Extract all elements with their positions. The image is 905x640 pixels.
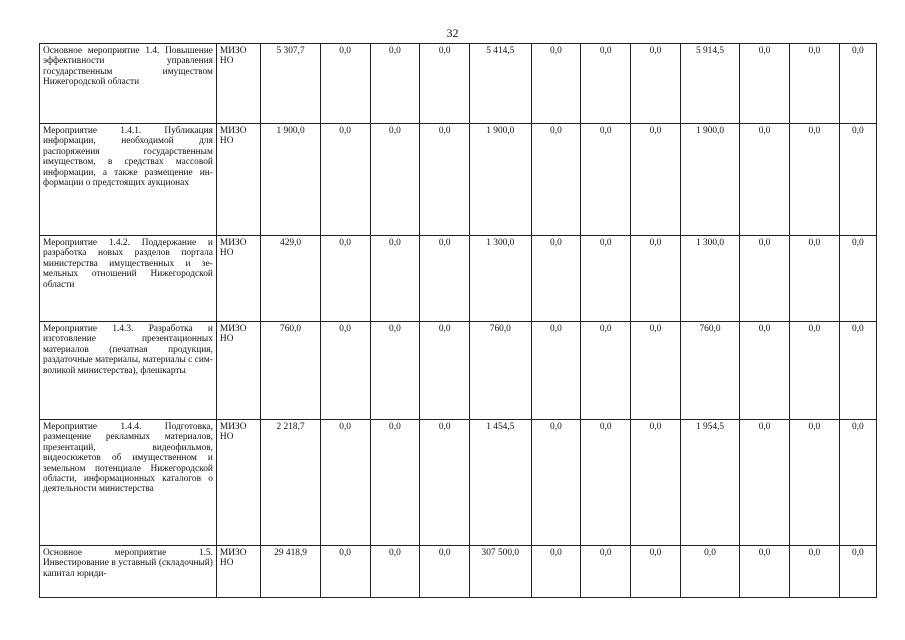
funding-value: 0,0 [531,44,581,124]
funding-value: 0,0 [581,420,631,546]
funding-value: 0,0 [531,322,581,420]
funding-value: 0,0 [420,44,470,124]
activity-description: Основное мероприятие 1.5. Инвестирование в уставный (складочный) капитал юриди- [40,546,217,598]
funding-value: 0,0 [740,546,790,598]
funding-value: 29 418,9 [261,546,320,598]
funding-value: 0,0 [839,236,876,322]
activity-description: Мероприятие 1.4.2. Поддержание и разработка новых разделов портала министерства имущественных и земельных отношений Нижегородской области [40,236,217,322]
funding-value: 1 300,0 [470,236,531,322]
funding-value: 0,0 [320,124,370,236]
funding-value: 0,0 [789,124,839,236]
funding-value: 0,0 [631,420,681,546]
funding-value: 0,0 [370,236,420,322]
responsible-executor: МИЗО НО [216,546,260,598]
funding-value: 1 900,0 [470,124,531,236]
funding-value: 0,0 [789,420,839,546]
funding-value: 0,0 [581,322,631,420]
funding-value: 0,0 [839,322,876,420]
funding-value: 0,0 [839,546,876,598]
funding-value: 760,0 [470,322,531,420]
activity-description: Мероприятие 1.4.1. Публикация информации, необходимой для распоряжения государственным имуществом, в средствах массовой информации, а также размещение информации о предстоящих аукционах [40,124,217,236]
funding-value: 0,0 [581,44,631,124]
funding-value: 0,0 [740,236,790,322]
funding-value: 0,0 [631,546,681,598]
funding-value: 0,0 [420,322,470,420]
funding-value: 5 307,7 [261,44,320,124]
funding-value: 0,0 [370,124,420,236]
table-row [40,322,877,420]
funding-value: 0,0 [320,420,370,546]
table-body [40,44,877,598]
table-row [40,420,877,546]
responsible-executor: МИЗО НО [216,420,260,546]
funding-value: 0,0 [531,124,581,236]
funding-value: 0,0 [631,44,681,124]
funding-value: 0,0 [320,236,370,322]
funding-value: 0,0 [420,546,470,598]
funding-value: 0,0 [740,322,790,420]
funding-value: 0,0 [420,236,470,322]
funding-value: 0,0 [531,420,581,546]
funding-value: 0,0 [839,420,876,546]
funding-value: 0,0 [370,44,420,124]
funding-value: 1 454,5 [470,420,531,546]
funding-value: 0,0 [370,322,420,420]
funding-value: 0,0 [420,124,470,236]
table-row [40,236,877,322]
funding-value: 1 954,5 [680,420,739,546]
funding-value: 0,0 [531,236,581,322]
funding-value: 0,0 [680,546,739,598]
funding-value: 0,0 [789,546,839,598]
funding-value: 0,0 [581,546,631,598]
responsible-executor: МИЗО НО [216,124,260,236]
program-activities-table [39,43,877,598]
funding-value: 0,0 [320,44,370,124]
funding-value: 429,0 [261,236,320,322]
funding-value: 0,0 [839,44,876,124]
funding-value: 0,0 [320,546,370,598]
responsible-executor: МИЗО НО [216,44,260,124]
funding-value: 0,0 [370,420,420,546]
funding-value: 0,0 [581,124,631,236]
funding-value: 2 218,7 [261,420,320,546]
funding-value: 0,0 [631,236,681,322]
responsible-executor: МИЗО НО [216,236,260,322]
funding-value: 0,0 [320,322,370,420]
funding-value: 0,0 [740,420,790,546]
funding-value: 0,0 [839,124,876,236]
funding-value: 307 500,0 [470,546,531,598]
table-row [40,44,877,124]
funding-value: 1 300,0 [680,236,739,322]
funding-value: 0,0 [631,322,681,420]
funding-value: 0,0 [740,44,790,124]
funding-value: 0,0 [420,420,470,546]
funding-value: 0,0 [789,322,839,420]
funding-value: 0,0 [789,44,839,124]
table-row [40,546,877,598]
funding-value: 0,0 [531,546,581,598]
funding-value: 5 414,5 [470,44,531,124]
activity-description: Основное мероприятие 1.4. Повышение эффективности управления государственным имуществом Нижегородской области [40,44,217,124]
activity-description: Мероприятие 1.4.4. Подготовка, размещение рекламных материалов, презентаций, видеофильмов, видеосюжетов об имущественном и земельном потенциале Нижегородской области, информационных каталогов о деятельности министерства [40,420,217,546]
responsible-executor: МИЗО НО [216,322,260,420]
funding-value: 0,0 [789,236,839,322]
funding-value: 0,0 [740,124,790,236]
funding-value: 0,0 [370,546,420,598]
funding-value: 5 914,5 [680,44,739,124]
funding-value: 760,0 [261,322,320,420]
activity-description: Мероприятие 1.4.3. Разработка и изготовление презентационных материалов (печатная продукция, раздаточные материалы, материалы с символикой министерства), флешкарты [40,322,217,420]
funding-value: 0,0 [631,124,681,236]
funding-value: 760,0 [680,322,739,420]
funding-value: 1 900,0 [680,124,739,236]
funding-value: 1 900,0 [261,124,320,236]
table-row [40,124,877,236]
funding-value: 0,0 [581,236,631,322]
page-number: 32 [446,26,459,40]
